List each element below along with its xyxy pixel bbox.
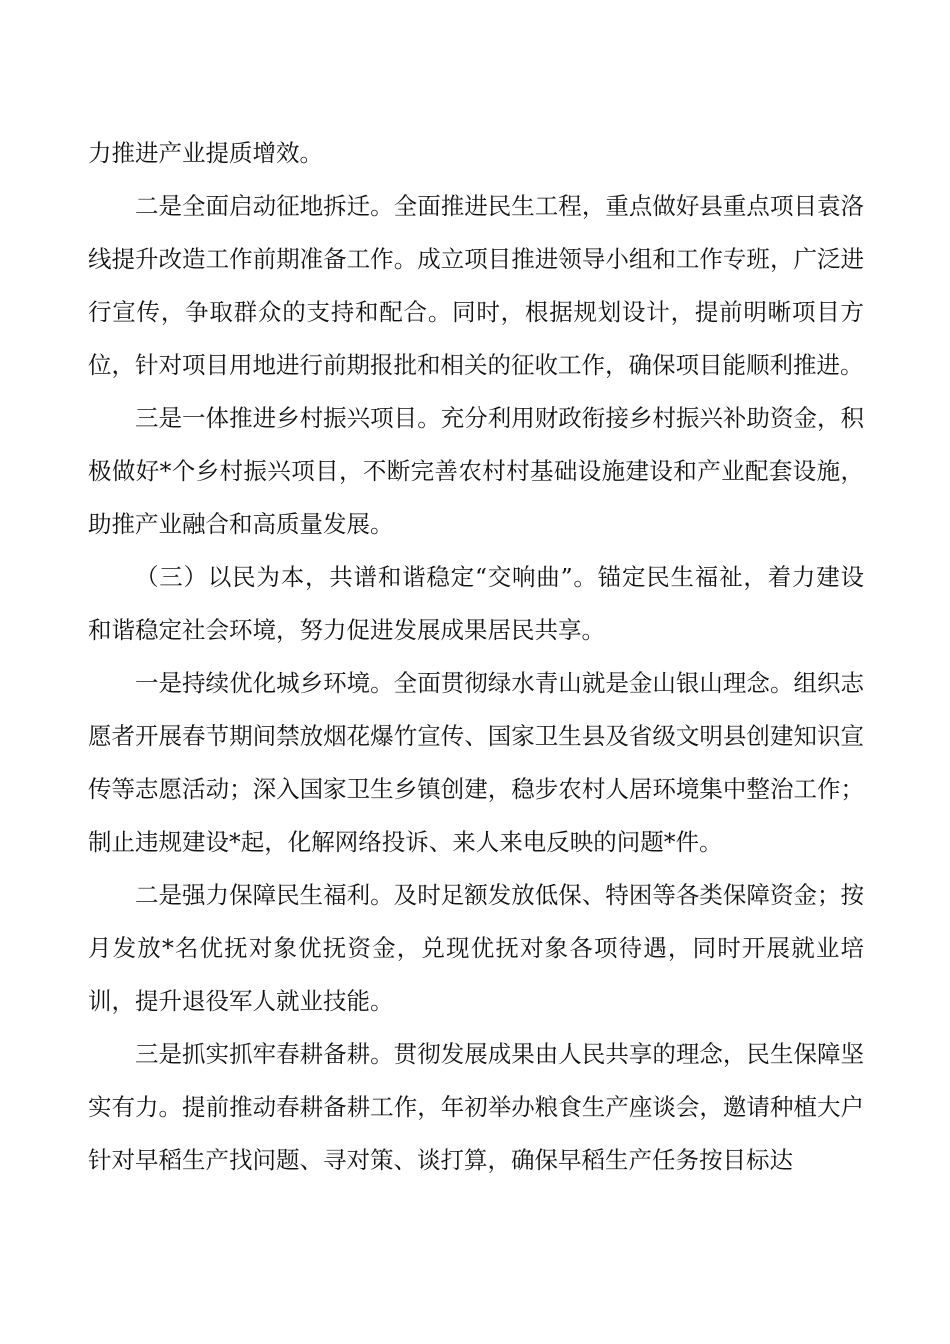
paragraph-spring-farming: 三是抓实抓牢春耕备耕。贯彻发展成果由人民共享的理念，民生保障坚实有力。提前推动春耕备耕工作，年初举办粮食生产座谈会，邀请种植大户针对早稻生产找问题、寻对策、谈打算，确保早稻生产任务按目标达: [88, 1040, 864, 1174]
paragraph-land-acquisition: 二是全面启动征地拆迁。全面推进民生工程，重点做好县重点项目袁洛线提升改造工作前期准备工作。成立项目推进领导小组和工作专班，广泛进行宣传，争取群众的支持和配合。同时，根据规划设计，提前明晰项目方位，针对项目用地进行前期报批和相关的征收工作，确保项目能顺利推进。: [88, 192, 864, 379]
section-heading-people-first: （三）以民为本，共谱和谐稳定“交响曲”。锚定民生福祉，着力建设和谐稳定社会环境，努力促进发展成果居民共享。: [88, 563, 864, 644]
paragraph-continuation: 力推进产业提质增效。: [88, 139, 323, 167]
document-body: [88, 127, 864, 1187]
paragraph-urban-rural-environment: 一是持续优化城乡环境。全面贯彻绿水青山就是金山银山理念。组织志愿者开展春节期间禁放烟花爆竹宣传、国家卫生县及省级文明县创建知识宣传等志愿活动；深入国家卫生乡镇创建，稳步农村人居环境集中整治工作；制止违规建设*起，化解网络投诉、来人来电反映的问题*件。: [88, 669, 864, 856]
paragraph-livelihood-welfare: 二是强力保障民生福利。及时足额发放低保、特困等各类保障资金；按月发放*名优抚对象优抚资金，兑现优抚对象各项待遇，同时开展就业培训，提升退役军人就业技能。: [88, 881, 864, 1015]
paragraph-rural-revitalization: 三是一体推进乡村振兴项目。充分利用财政衔接乡村振兴补助资金，积极做好*个乡村振兴项目，不断完善农村村基础设施建设和产业配套设施，助推产业融合和高质量发展。: [88, 404, 864, 538]
